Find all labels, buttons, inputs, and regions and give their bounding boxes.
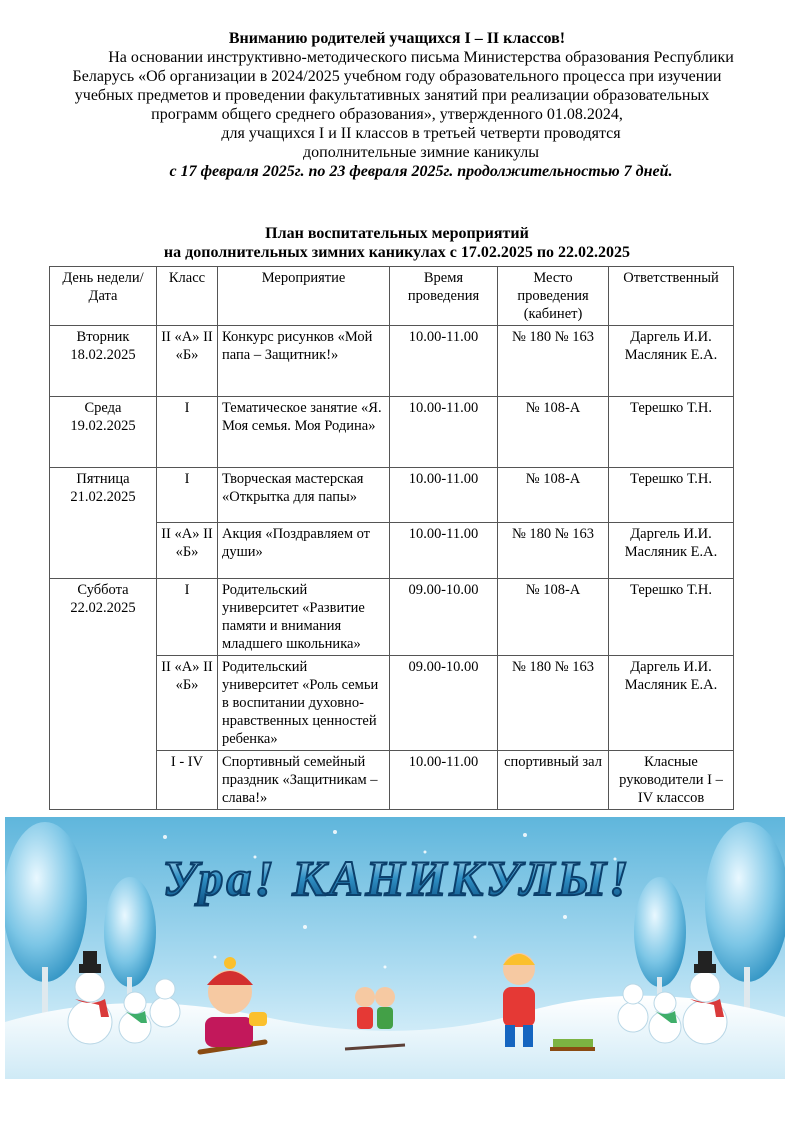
col-header-class: Класс: [157, 267, 218, 326]
col-header-time: Время проведения: [390, 267, 498, 326]
cell-event: Спортивный семейный праздник «Защитникам – слава!»: [218, 751, 390, 810]
cell-class: II «А» II «Б»: [157, 326, 218, 397]
cell-time: 10.00-11.00: [390, 397, 498, 468]
cell-responsible: Даргель И.И. Масляник Е.А.: [609, 326, 734, 397]
plan-subtitle: на дополнительных зимних каникулах с 17.02.2025 по 22.02.2025: [163, 244, 631, 261]
cell-responsible: Терешко Т.Н.: [609, 397, 734, 468]
table-row: [50, 579, 734, 656]
cell-time: 10.00-11.00: [390, 468, 498, 523]
cell-class: I - IV: [157, 751, 218, 810]
cell-place: № 180 № 163: [498, 326, 609, 397]
cell-day: Суббота 22.02.2025: [50, 579, 157, 810]
intro-line: учебных предметов и проведении факультативных занятий при реализации образовательных: [74, 87, 710, 104]
cell-event: Конкурс рисунков «Мой папа – Защитник!»: [218, 326, 390, 397]
intro-line: На основании инструктивно-методического письма Министерства образования Республики: [108, 49, 734, 66]
table-row: [50, 397, 734, 468]
cell-time: 10.00-11.00: [390, 326, 498, 397]
cell-day: Среда 19.02.2025: [50, 397, 157, 468]
cell-time: 09.00-10.00: [390, 579, 498, 656]
schedule-table: [49, 266, 734, 810]
winter-holidays-banner: [5, 817, 785, 1079]
table-row: [50, 468, 734, 523]
cell-day: Пятница 21.02.2025: [50, 468, 157, 579]
cell-event: Акция «Поздравляем от души»: [218, 523, 390, 579]
table-row: [50, 326, 734, 397]
cell-class: I: [157, 397, 218, 468]
cell-event: Тематическое занятие «Я. Моя семья. Моя Родина»: [218, 397, 390, 468]
cell-responsible: Даргель И.И. Масляник Е.А.: [609, 656, 734, 751]
cell-place: № 180 № 163: [498, 656, 609, 751]
cell-event: Творческая мастерская «Открытка для папы»: [218, 468, 390, 523]
intro-line: программ общего среднего образования», утвержденного 01.08.2024,: [151, 106, 623, 123]
cell-place: спортивный зал: [498, 751, 609, 810]
cell-class: I: [157, 468, 218, 523]
cell-class: I: [157, 579, 218, 656]
cell-place: № 108-А: [498, 579, 609, 656]
cell-responsible: Класные руководители I – IV классов: [609, 751, 734, 810]
cell-place: № 108-А: [498, 397, 609, 468]
banner-title: Ура! КАНИКУЛЫ!: [162, 850, 632, 906]
cell-event: Родительский университет «Развитие памяти и внимания младшего школьника»: [218, 579, 390, 656]
cell-time: 10.00-11.00: [390, 751, 498, 810]
cell-day: Вторник 18.02.2025: [50, 326, 157, 397]
cell-class: II «А» II «Б»: [157, 523, 218, 579]
cell-responsible: Терешко Т.Н.: [609, 468, 734, 523]
cell-time: 09.00-10.00: [390, 656, 498, 751]
plan-title: План воспитательных мероприятий: [265, 225, 529, 242]
col-header-place: Место проведения (кабинет): [498, 267, 609, 326]
cell-event: Родительский университет «Роль семьи в воспитании духовно-нравственных ценностей ребенка»: [218, 656, 390, 751]
col-header-day: День недели/ Дата: [50, 267, 157, 326]
cell-responsible: Терешко Т.Н.: [609, 579, 734, 656]
col-header-responsible: Ответственный: [609, 267, 734, 326]
winter-scene-illustration: [5, 817, 785, 1079]
intro-line: Беларусь «Об организации в 2024/2025 учебном году образовательного процесса при изучении: [72, 68, 722, 85]
col-header-event: Мероприятие: [218, 267, 390, 326]
intro-line: дополнительные зимние каникулы: [303, 144, 539, 161]
cell-place: № 108-А: [498, 468, 609, 523]
vacation-dates: с 17 февраля 2025г. по 23 февраля 2025г. продолжительностью 7 дней.: [169, 163, 673, 180]
header-title: Вниманию родителей учащихся I – II классов!: [228, 30, 566, 47]
cell-responsible: Даргель И.И. Масляник Е.А.: [609, 523, 734, 579]
cell-time: 10.00-11.00: [390, 523, 498, 579]
intro-line: для учащихся I и II классов в третьей четверти проводятся: [221, 125, 621, 142]
cell-class: II «А» II «Б»: [157, 656, 218, 751]
cell-place: № 180 № 163: [498, 523, 609, 579]
